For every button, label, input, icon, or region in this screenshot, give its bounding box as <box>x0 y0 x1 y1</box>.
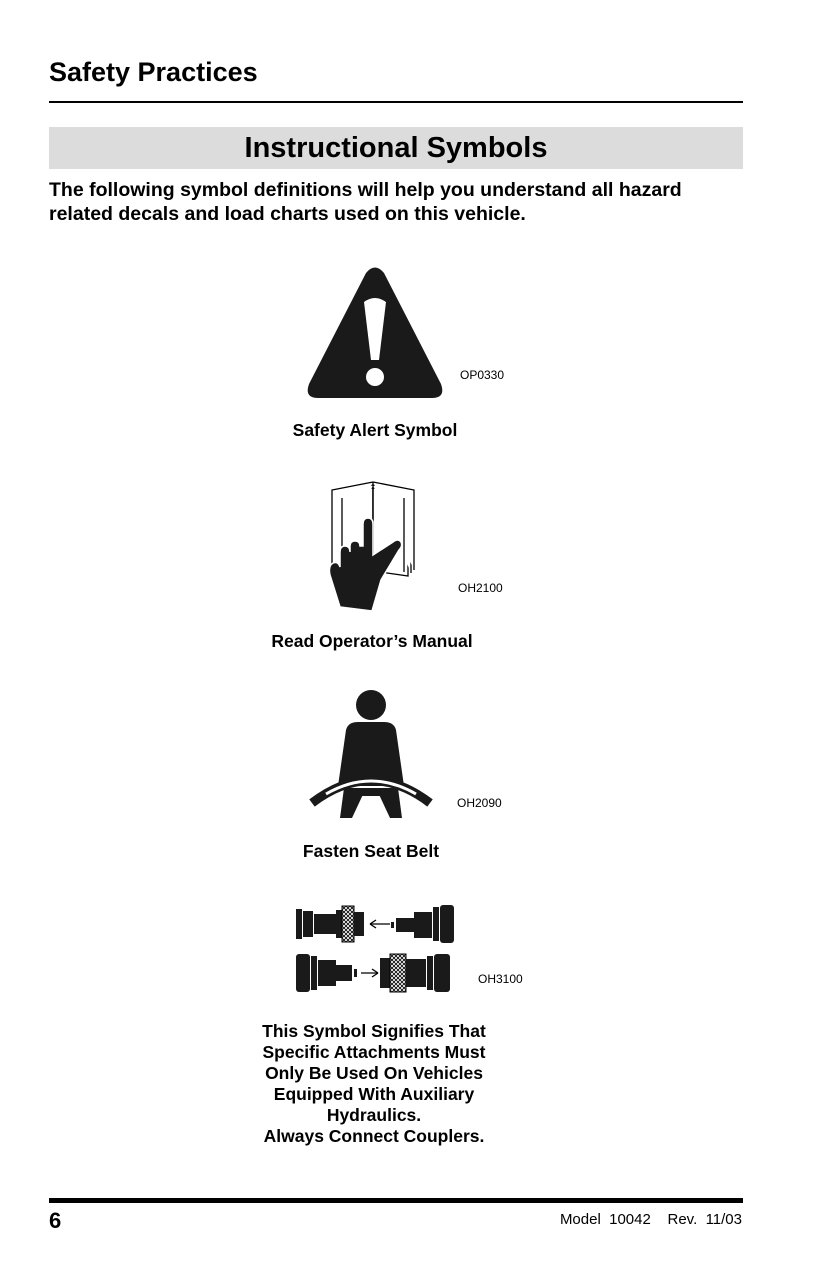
footer-rule <box>49 1198 743 1203</box>
symbol-code: OP0330 <box>460 368 505 382</box>
symbol-caption <box>224 1021 524 1147</box>
symbol-code: OH2090 <box>457 796 502 810</box>
section-banner <box>49 127 743 169</box>
caption-line: Equipped With Auxiliary <box>273 1084 475 1104</box>
caption-line: Hydraulics. <box>326 1105 422 1125</box>
caption-line: Specific Attachments Must <box>262 1042 486 1062</box>
intro-text: The following symbol definitions will help you understand all hazard related decals and load charts used on this vehicle. <box>49 179 682 225</box>
caption-line: Only Be Used On Vehicles <box>265 1063 483 1083</box>
model-revision: Model 10042 Rev. 11/03 <box>559 1211 742 1228</box>
header-rule <box>49 101 743 103</box>
symbol-code: OH3100 <box>478 972 523 986</box>
read-manual-icon <box>318 480 428 615</box>
section-title: Safety Practices <box>49 57 258 87</box>
symbol-caption: Safety Alert Symbol <box>292 420 458 440</box>
hydraulic-couplers-icon <box>294 902 456 994</box>
symbol-caption: Fasten Seat Belt <box>302 841 440 861</box>
caption-line: Always Connect Couplers. <box>263 1126 485 1146</box>
symbol-code: OH2100 <box>458 581 503 595</box>
page-number: 6 <box>49 1208 62 1233</box>
banner-title: Instructional Symbols <box>244 131 548 164</box>
caption-line: This Symbol Signifies That <box>262 1021 486 1041</box>
symbol-caption: Read Operator’s Manual <box>271 631 473 651</box>
seat-belt-icon <box>308 688 434 820</box>
safety-alert-icon <box>300 264 450 402</box>
